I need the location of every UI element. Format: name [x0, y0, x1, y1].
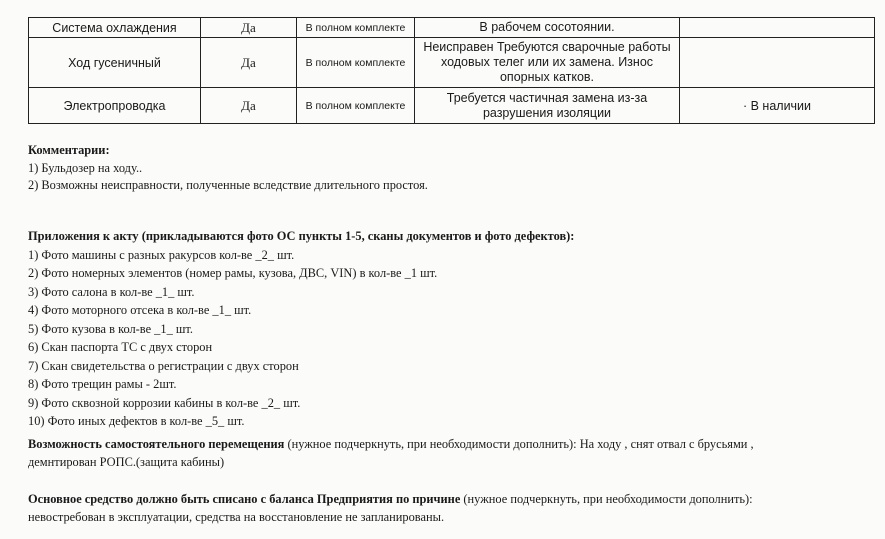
movement-line-2: демнтирован РОПС.(защита кабины)	[28, 454, 225, 469]
attachment-item: 10) Фото иных дефектов в кол-ве _5_ шт.	[28, 414, 245, 428]
attachments-section	[28, 227, 574, 431]
table-cell: · В наличии	[680, 88, 875, 124]
attachment-item: 5) Фото кузова в кол-ве _1_ шт.	[28, 321, 193, 336]
table-cell: В полном комплекте	[297, 38, 415, 88]
writeoff-heading: Основное средство должно быть списано с баланса Предприятия по причине	[28, 492, 461, 506]
movement-note: (нужное подчеркнуть, при необходимости дополнить): На ходу , снят отвал с брусьями ,	[284, 437, 754, 451]
table-row	[29, 88, 875, 124]
table-cell	[680, 18, 875, 38]
movement-heading: Возможность самостоятельного перемещения	[28, 437, 285, 451]
table-cell	[680, 38, 875, 88]
attachment-item: 6) Скан паспорта ТС с двух сторон	[28, 340, 213, 354]
attachment-item: 8) Фото трещин рамы - 2шт.	[28, 377, 177, 391]
writeoff-line-2: невостребован в эксплуатации, средства на восстановление не запланированы.	[28, 509, 445, 524]
movement-section	[28, 436, 754, 471]
writeoff-section	[28, 491, 753, 526]
attachment-item: 1) Фото машины с разных ракурсов кол-ве _2_ шт.	[28, 247, 295, 262]
table-cell: Требуется частичная замена из-за разрушения изоляции	[415, 88, 680, 124]
table-cell: В рабочем сосотоянии.	[415, 18, 680, 38]
table-cell: Ход гусеничный	[29, 38, 201, 88]
table-cell: Электропроводка	[29, 88, 201, 124]
attachment-item: 3) Фото салона в кол-ве _1_ шт.	[28, 284, 195, 299]
comments-heading: Комментарии:	[28, 143, 110, 157]
writeoff-line	[28, 491, 753, 509]
comment-item: 1) Бульдозер на ходу..	[28, 160, 143, 175]
attachment-item: 9) Фото сквозной коррозии кабины в кол-ве _2_ шт.	[28, 395, 301, 410]
writeoff-note: (нужное подчеркнуть, при необходимости дополнить):	[460, 492, 753, 506]
condition-table	[28, 17, 875, 124]
movement-line	[28, 436, 754, 454]
table-cell: Неисправен Требуются сварочные работы ходовых телег или их замена. Износ опорных катков.	[415, 38, 680, 88]
table-cell: В полном комплекте	[297, 88, 415, 124]
table-cell: В полном комплекте	[297, 18, 415, 38]
table-cell: Да	[201, 18, 297, 38]
attachment-item: 7) Скан свидетельства о регистрации с двух сторон	[28, 358, 299, 373]
comments-section	[28, 142, 428, 195]
table-row	[29, 18, 875, 38]
attachment-item: 4) Фото моторного отсека в кол-ве _1_ шт.	[28, 303, 252, 317]
table-cell: Да	[201, 88, 297, 124]
table-cell: Система охлаждения	[29, 18, 201, 38]
attachment-item: 2) Фото номерных элементов (номер рамы, кузова, ДВС, VIN) в кол-ве _1 шт.	[28, 266, 438, 280]
attachments-heading: Приложения к акту (прикладываются фото ОС пункты 1-5, сканы документов и фото дефектов):	[28, 229, 575, 243]
table-row	[29, 38, 875, 88]
comment-item: 2) Возможны неисправности, полученные вследствие длительного простоя.	[28, 178, 428, 192]
table-cell: Да	[201, 38, 297, 88]
